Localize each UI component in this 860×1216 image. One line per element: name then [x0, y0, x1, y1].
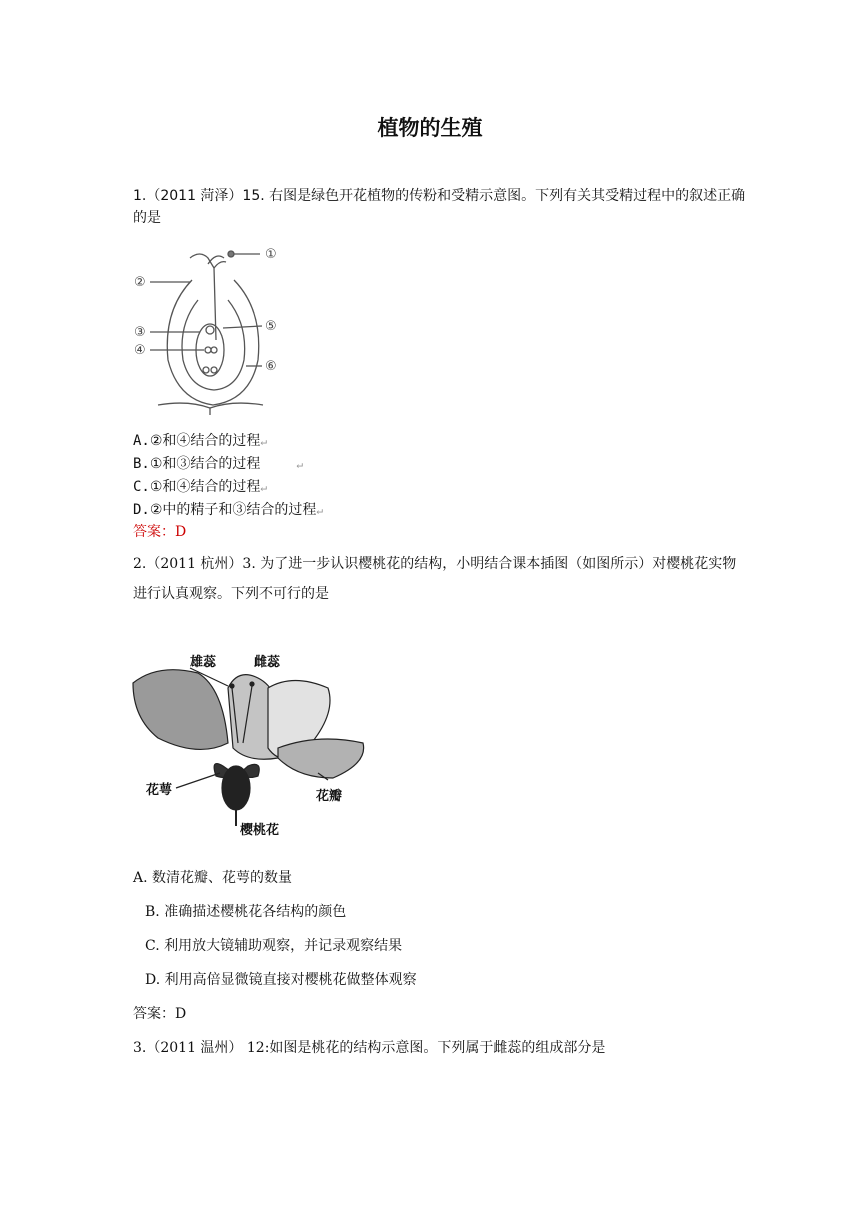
diagram-label-4: ④: [134, 343, 146, 358]
q2-option-d: D. 利用高倍显微镜直接对樱桃花做整体观察: [145, 972, 417, 988]
question-3-stem: 3.（2011 温州） 12:如图是桃花的结构示意图。下列属于雌蕊的组成部分是: [133, 1040, 606, 1056]
label-stamen: 雄蕊: [190, 655, 217, 670]
label-pistil: 雌蕊: [254, 655, 281, 670]
q2-option-a: A. 数清花瓣、花萼的数量: [133, 870, 293, 886]
q1-answer: 答案：D: [133, 524, 187, 540]
cherry-blossom-figure: [128, 648, 378, 843]
figure-caption: 樱桃花: [240, 823, 280, 838]
question-2-stem: 2.（2011 杭州）3. 为了进一步认识樱桃花的结构，小明结合课本插图（如图所示）对樱桃花实物进行认真观察。下列不可行的是: [133, 556, 737, 602]
diagram-label-2: ②: [134, 275, 146, 290]
diagram-label-3: ③: [134, 325, 146, 340]
label-petal: 花瓣: [316, 789, 343, 804]
q2-option-c: C. 利用放大镜辅助观察，并记录观察结果: [145, 938, 403, 954]
diagram-label-1: ①: [265, 247, 277, 262]
pollination-diagram: [128, 240, 298, 415]
question-1-stem: 1.（2011 菏泽）15. 右图是绿色开花植物的传粉和受精示意图。下列有关其受精过程中的叙述正确的是: [133, 188, 746, 226]
q1-option-d: D.②中的精子和③结合的过程↵: [133, 502, 324, 518]
label-sepal: 花萼: [146, 783, 173, 798]
diagram-label-6: ⑥: [265, 359, 277, 374]
q2-answer: 答案：D: [133, 1006, 187, 1022]
page-title: 植物的生殖: [377, 116, 483, 140]
q1-option-a: A.②和④结合的过程↵: [133, 433, 268, 449]
q2-option-b: B. 准确描述樱桃花各结构的颜色: [145, 904, 347, 920]
q1-option-b: B.①和③结合的过程 ↵: [133, 456, 304, 472]
diagram-label-5: ⑤: [265, 319, 277, 334]
q1-option-c: C.①和④结合的过程↵: [133, 479, 268, 495]
